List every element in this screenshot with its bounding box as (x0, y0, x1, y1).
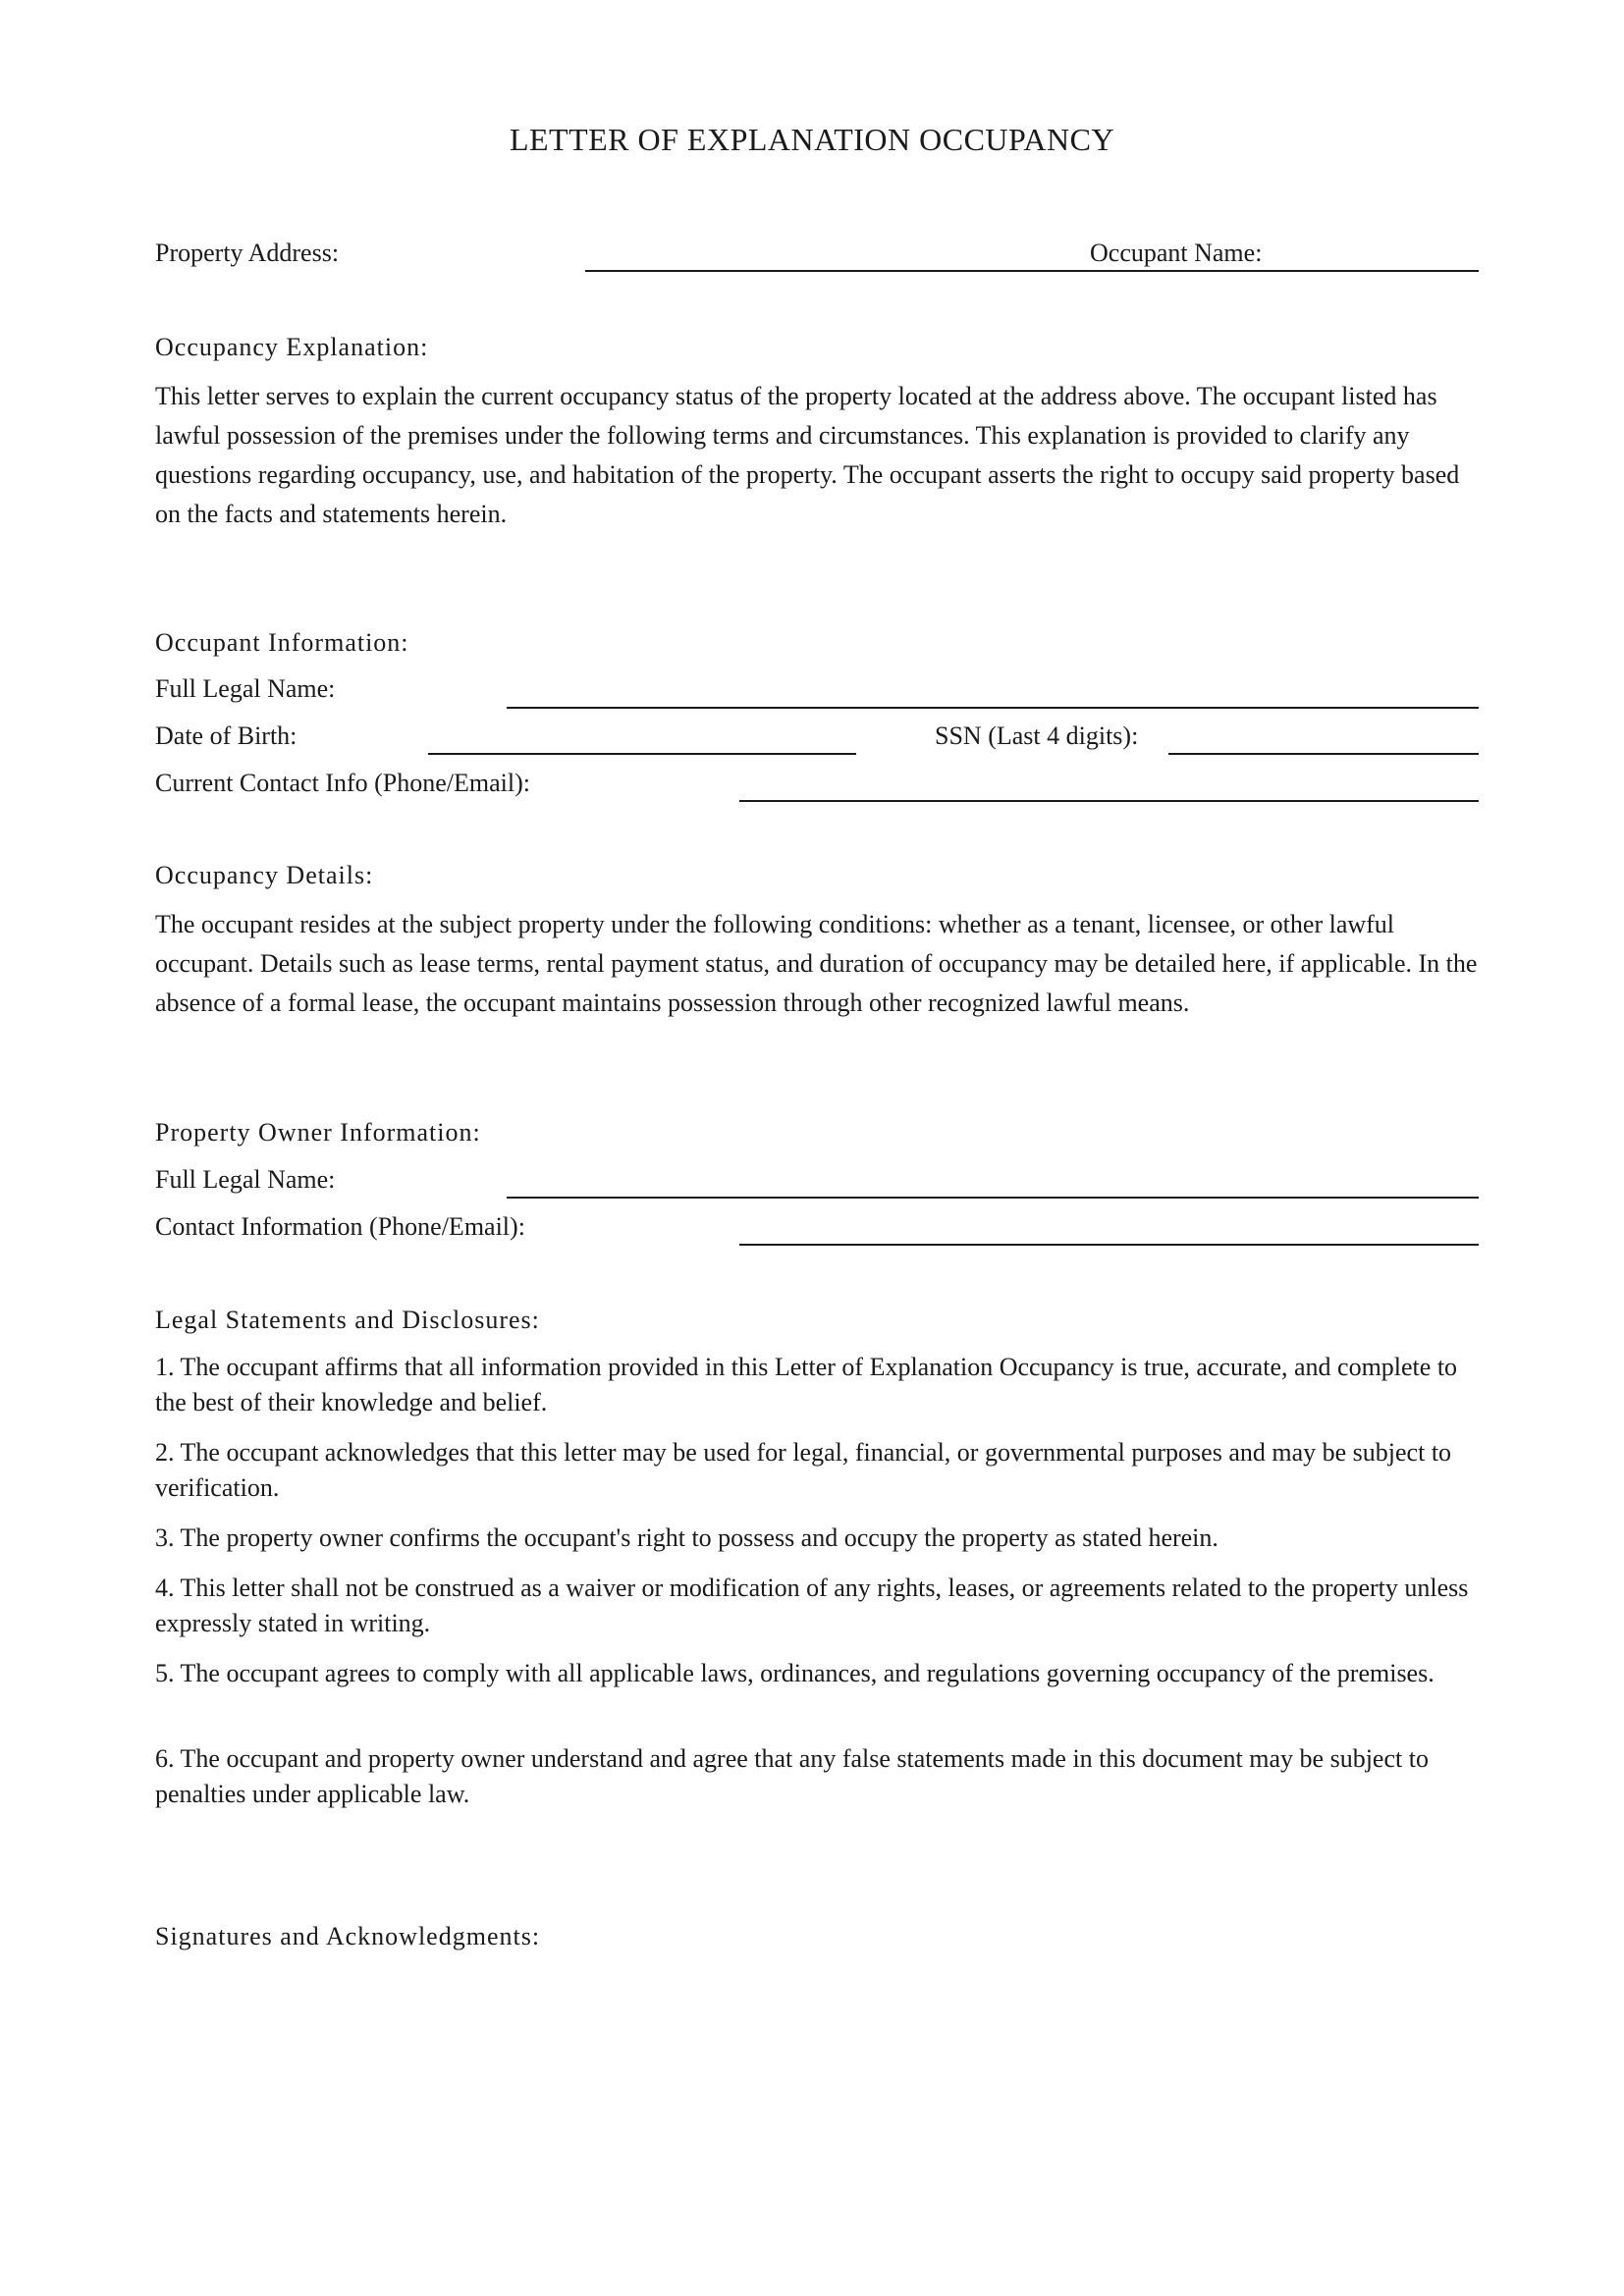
occupant-contact-label: Current Contact Info (Phone/Email): (155, 769, 530, 797)
owner-full-legal-name-label: Full Legal Name: (155, 1165, 336, 1194)
date-of-birth-field[interactable] (428, 753, 856, 755)
legal-statement-item-2: 2. The occupant acknowledges that this letter may be used for legal, financial, or governmental purposes and may be subject to verification. (155, 1438, 1452, 1502)
property-address-field[interactable] (585, 270, 1479, 272)
legal-statement-item-1: 1. The occupant affirms that all information provided in this Letter of Explanation Occupancy is true, accurate, and complete to the best of their knowledge and belief. (155, 1353, 1458, 1416)
owner-contact-label: Contact Information (Phone/Email): (155, 1212, 525, 1241)
legal-statement-item-3: 3. The property owner confirms the occupant's right to possess and occupy the property as stated herein. (155, 1523, 1218, 1552)
signatures-heading: Signatures and Acknowledgments: (155, 1922, 541, 1950)
occupant-full-legal-name-field[interactable] (507, 707, 1479, 709)
document-title: LETTER OF EXPLANATION OCCUPANCY (509, 122, 1115, 157)
occupancy-explanation-body: This letter serves to explain the current occupancy status of the property located at the address above. The occupant listed has lawful possession of the premises under the following terms and circumstances. This explanation is provided to clarify any questions regarding occupancy, use, and habitation of the property. The occupant asserts the right to occupy said property based on the facts and statements herein. (155, 382, 1460, 528)
legal-statement-item-5: 5. The occupant agrees to comply with all applicable laws, ordinances, and regulations governing occupancy of the premises. (155, 1659, 1435, 1687)
occupancy-details-body: The occupant resides at the subject property under the following conditions: whether as a tenant, licensee, or other lawful occupant. Details such as lease terms, rental payment status, and duration of occupancy may be detailed here, if applicable. In the absence of a formal lease, the occupant maintains possession through other recognized lawful means. (155, 910, 1478, 1017)
owner-contact-field[interactable] (739, 1244, 1479, 1246)
owner-full-legal-name-field[interactable] (507, 1197, 1479, 1199)
legal-statements-heading: Legal Statements and Disclosures: (155, 1306, 540, 1334)
ssn-label: SSN (Last 4 digits): (935, 721, 1139, 750)
occupancy-explanation-heading: Occupancy Explanation: (155, 333, 429, 361)
occupant-name-label: Occupant Name: (1090, 239, 1263, 267)
occupant-information-heading: Occupant Information: (155, 628, 409, 657)
occupant-contact-field[interactable] (739, 800, 1479, 802)
owner-information-heading: Property Owner Information: (155, 1118, 481, 1147)
legal-statement-item-6: 6. The occupant and property owner understand and agree that any false statements made in this document may be subject to penalties under applicable law. (155, 1744, 1429, 1808)
occupancy-details-heading: Occupancy Details: (155, 861, 374, 889)
legal-statement-item-4: 4. This letter shall not be construed as a waiver or modification of any rights, leases, or agreements related to the property unless expressly stated in writing. (155, 1574, 1469, 1637)
ssn-field[interactable] (1168, 753, 1479, 755)
date-of-birth-label: Date of Birth: (155, 721, 298, 750)
property-address-label: Property Address: (155, 239, 340, 267)
occupant-full-legal-name-label: Full Legal Name: (155, 674, 336, 703)
